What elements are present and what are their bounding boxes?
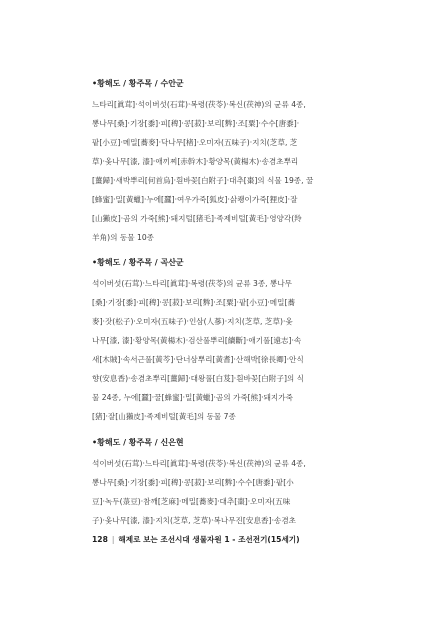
text-line: 팥[小豆]·메밀[蕎麥]·닥나무[楮]·오미자(五味子)·지치(芝草, 芝 — [92, 138, 298, 147]
page-footer — [92, 533, 300, 547]
text-line: 느타리[眞茸]·석이버섯(石茸)·복령(茯苓)·복신(茯神)의 균류 4종, — [92, 100, 306, 109]
section-sineun-hyeon — [92, 436, 354, 530]
text-line: [猪]·잘[山獺皮]·족제비털[黃毛]의 동물 7종 — [92, 412, 236, 421]
text-line: [蜂蜜]·밀[黃蠟]·누에[蠶]·여우가죽[狐皮]·삵쾡이가죽[狸皮]·잘 — [92, 195, 298, 204]
section-suan-gun — [92, 77, 354, 247]
section-heading: •황해도 / 황주목 / 곡산군 — [92, 258, 184, 267]
section-heading: •황해도 / 황주목 / 수안군 — [92, 79, 184, 88]
text-line: 羊角)의 동물 10종 — [92, 233, 154, 242]
text-line: [桑]·기장[黍]·피[稗]·콩[菽]·보리[麰]·조[粟]·팥[小豆]·메밀[蕎 — [92, 298, 296, 307]
footer-separator: | — [111, 535, 115, 544]
text-line: 향(安息香)·송겸초뿌리[薑歸]·대왕풀[白芨]·흰바꽃[白附子]의 식 — [92, 374, 304, 383]
text-line: 豆]·녹두(菉豆)·참깨[芝麻]·메밀[蕎麥]·대추[棗]·오미자(五味 — [92, 497, 291, 506]
text-line: 석이버섯(石茸)·느타리[眞茸]·복령(茯苓)의 균류 3종, 뽕나무 — [92, 279, 293, 288]
text-line: 뽕나무[桑]·기장[黍]·피[稗]·콩[菽]·보리[麰]·조[粟]·수수[唐黍]· — [92, 119, 300, 128]
section-goksan-gun — [92, 256, 354, 426]
text-line: [山獺皮]·곰의 가죽[熊]·돼지털[猪毛]·족제비털[黃毛]·영양각(羚 — [92, 214, 302, 223]
text-line: 나무[漆, 漆]·황양목(黃楊木)·검산풀뿌리[續斷]·애기풀[遠志]·속 — [92, 336, 302, 345]
page-number: 128 — [92, 535, 108, 544]
text-line: 뽕나무[桑]·기장[黍]·피[稗]·콩[菽]·보리[麰]·수수[唐黍]·팥[小 — [92, 478, 294, 487]
book-title: 해제로 보는 조선시대 생물자원 1 - 조선전기(15세기) — [118, 535, 300, 544]
text-line: 물 24종, 누에[蠶]·꿀[蜂蜜]·밀[黃蠟]·곰의 가죽[熊]·돼지가죽 — [92, 393, 293, 402]
text-line: 麥]·잣(松子)·오미자(五味子)·인삼(人蔘)·지치(芝草, 芝草)·옻 — [92, 317, 293, 326]
section-heading: •황해도 / 황주목 / 신은현 — [92, 438, 184, 447]
text-line: 草)·옻나무[漆, 漆]·애끼찌[赤幹木]·황양목(黃楊木)·송겸초뿌리 — [92, 157, 299, 166]
text-line: 새[木賊]·속서근풀[黃芩]·단너삼뿌리[黃耆]·산해박[徐長卿]·안식 — [92, 355, 304, 364]
text-line: [薑歸]·새박뿌리[何首烏]·흰바꽃[白附子]·대추[棗]의 식물 19종, 꿀 — [92, 176, 314, 185]
text-line: 子)·옻나무[漆, 漆]·지치(芝草, 芝草)·복나무진[安息香]·송겸초 — [92, 516, 297, 525]
text-line: 석이버섯(石茸)·느타리[眞茸]·복령(茯苓)·복신(茯神)의 균류 4종, — [92, 459, 306, 468]
